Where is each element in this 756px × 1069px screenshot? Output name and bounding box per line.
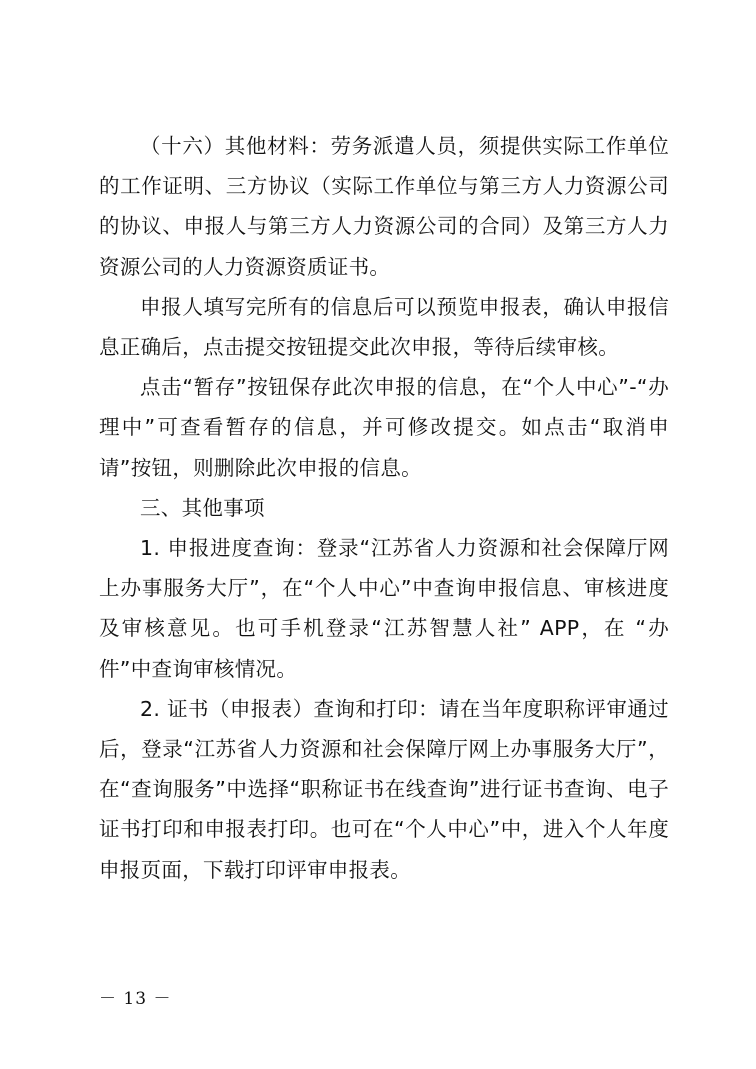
paragraph-save-draft: 点击“暂存”按钮保存此次申报的信息，在“个人中心”-“办理中”可查看暂存的信息，并可修改提交。如点击“取消申请”按钮，则删除此次申报的信息。	[99, 375, 669, 480]
document-body	[99, 126, 669, 890]
page-number: － 13 －	[99, 989, 172, 1009]
section-heading: 三、其他事项	[140, 495, 265, 520]
paragraph-other-materials: （十六）其他材料：劳务派遣人员，须提供实际工作单位的工作证明、三方协议（实际工作单位与第三方人力资源公司的协议、申报人与第三方人力资源公司的合同）及第三方人力资源公司的人力资源资质证书。	[99, 134, 669, 279]
paragraph-preview-submit: 申报人填写完所有的信息后可以预览申报表，确认申报信息正确后，点击提交按钮提交此次申报，等待后续审核。	[99, 294, 669, 360]
item-progress-query: 1. 申报进度查询：登录“江苏省人力资源和社会保障厅网上办事服务大厅”，在“个人中心”中查询申报信息、审核进度及审核意见。也可手机登录“江苏智慧人社” APP，在 “办件”中查询审核情况。	[99, 536, 669, 681]
item-certificate-print: 2. 证书（申报表）查询和打印：请在当年度职称评审通过后，登录“江苏省人力资源和社会保障厅网上办事服务大厅”，在“查询服务”中选择“职称证书在线查询”进行证书查询、电子证书打印和申报表打印。也可在“个人中心”中，进入个人年度申报页面，下载打印评审申报表。	[99, 696, 669, 882]
